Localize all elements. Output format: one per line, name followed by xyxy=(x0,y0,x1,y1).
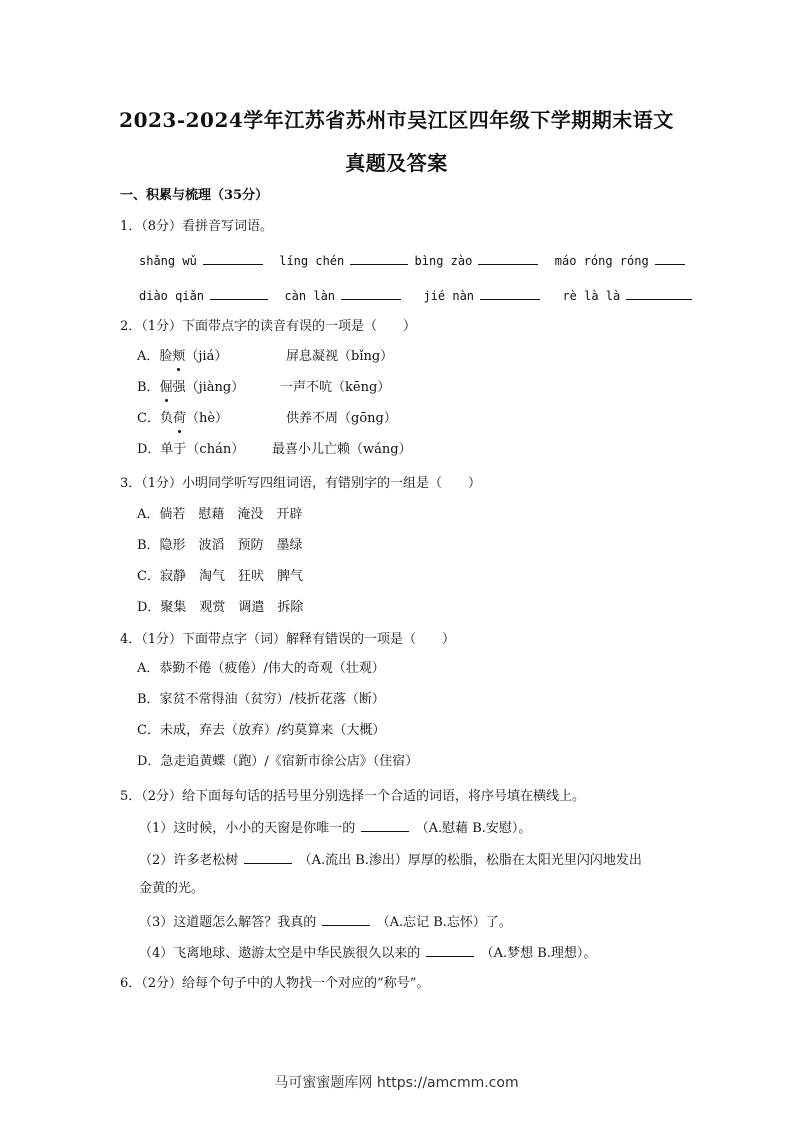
sentence-text: （3）这道题怎么解答？我真的 xyxy=(139,915,317,930)
option-a-second: 屏息凝视（bǐng） xyxy=(286,349,394,364)
footer-watermark: 马可蜜蜜题库网 https://amcmm.com xyxy=(274,1075,519,1091)
option-d: D．急走追黄蝶（跑）/《宿新市徐公店》（住宿） xyxy=(137,754,419,769)
sentence-4 xyxy=(139,942,596,964)
option-text: A．脸 xyxy=(137,349,173,364)
option-d: D．单于（chán） xyxy=(137,442,245,457)
sentence-text: （A.忘记 B.忘怀）了。 xyxy=(376,915,512,930)
pinyin-item: shǎng wǔ xyxy=(139,254,197,268)
answer-blank[interactable] xyxy=(626,285,692,300)
pinyin-item: jié nàn xyxy=(423,289,475,303)
pinyin-item: máo róng róng xyxy=(554,254,649,268)
option-b: B．隐形 波滔 预防 墨绿 xyxy=(137,538,303,553)
pinyin-item: diào qiǎn xyxy=(139,289,205,303)
pinyin-item: bìng zào xyxy=(414,254,473,268)
option-c xyxy=(137,409,228,429)
sentence-2-continued: 金黄的光。 xyxy=(139,881,205,896)
option-a: A．恭勤不倦（疲倦）/伟大的奇观（壮观） xyxy=(137,661,385,676)
option-c: C．寂静 淘气 狂吠 脾气 xyxy=(137,569,303,584)
sentence-2 xyxy=(139,849,642,871)
pinyin-item: càn làn xyxy=(284,289,336,303)
answer-blank[interactable] xyxy=(478,250,538,265)
pinyin-item: rè là là xyxy=(562,289,621,303)
answer-blank[interactable] xyxy=(210,285,268,300)
question-4-stem: 4．（1分）下面带点字（词）解释有错误的一项是（ ） xyxy=(120,632,456,647)
pinyin-item: líng chén xyxy=(279,254,345,268)
section-heading: 一、积累与梳理（35分） xyxy=(120,188,269,203)
answer-blank[interactable] xyxy=(341,285,401,300)
sentence-1 xyxy=(139,817,531,839)
answer-blank[interactable] xyxy=(655,250,685,265)
answer-blank[interactable] xyxy=(203,250,263,265)
option-text: （jiá） xyxy=(185,349,228,364)
answer-blank[interactable] xyxy=(350,250,408,265)
sentence-text: （A.慰藉 B.安慰）。 xyxy=(415,821,532,836)
sentence-text: （2）许多老松树 xyxy=(139,853,239,868)
question-2-stem: 2．（1分）下面带点字的读音有误的一项是（ ） xyxy=(120,319,417,334)
answer-blank[interactable] xyxy=(480,285,540,300)
sentence-text: （A.梦想 B.理想）。 xyxy=(480,946,597,961)
option-b: B．家贫不常得油（贫穷）/枝折花落（断） xyxy=(137,692,385,707)
answer-blank[interactable] xyxy=(361,817,409,832)
option-d: D．聚集 观赏 调遣 拆除 xyxy=(137,600,304,615)
answer-blank[interactable] xyxy=(244,849,292,864)
option-c-second: 供养不周（gōng） xyxy=(286,411,397,426)
option-text: 强（jiàng） xyxy=(172,380,245,395)
pinyin-row-1 xyxy=(139,250,687,272)
option-c: C．未成，弃去（放弃）/约莫算来（大概） xyxy=(137,723,386,738)
pinyin-row-2 xyxy=(139,285,694,307)
question-1-stem: 1．（8分）看拼音写词语。 xyxy=(120,219,274,234)
dotted-char: 颊 xyxy=(172,347,185,367)
answer-blank[interactable] xyxy=(322,911,370,926)
page-subtitle: 真题及答案 xyxy=(345,151,448,175)
sentence-text: （A.流出 B.渗出）厚厚的松脂，松脂在太阳光里闪闪地发出 xyxy=(298,853,642,868)
dotted-char: 倔 xyxy=(160,378,173,398)
option-b-second: 一声不吭（kēng） xyxy=(280,380,391,395)
option-b xyxy=(137,378,244,398)
answer-blank[interactable] xyxy=(426,942,474,957)
option-d-second: 最喜小儿亡赖（wáng） xyxy=(272,442,412,457)
question-5-stem: 5．（2分）给下面每句话的括号里分别选择一个合适的词语，将序号填在横线上。 xyxy=(120,789,586,804)
option-text: C．负 xyxy=(137,411,173,426)
option-a xyxy=(137,347,227,367)
question-3-stem: 3．（1分）小明同学听写四组词语，有错别字的一组是（ ） xyxy=(120,476,482,491)
option-text: （hè） xyxy=(185,411,229,426)
page-title: 2023-2024学年江苏省苏州市吴江区四年级下学期期末语文 xyxy=(119,108,674,132)
sentence-text: （4）飞离地球、遨游太空是中华民族很久以来的 xyxy=(139,946,421,961)
option-text: B． xyxy=(137,380,160,395)
dotted-char: 荷 xyxy=(173,409,186,429)
sentence-3 xyxy=(139,911,512,933)
sentence-text: （1）这时候，小小的天窗是你唯一的 xyxy=(139,821,356,836)
option-a: A．倘若 慰藉 淹没 开辟 xyxy=(137,507,303,522)
question-6-stem: 6．（2分）给每个句子中的人物找一个对应的“称号”。 xyxy=(120,976,430,991)
